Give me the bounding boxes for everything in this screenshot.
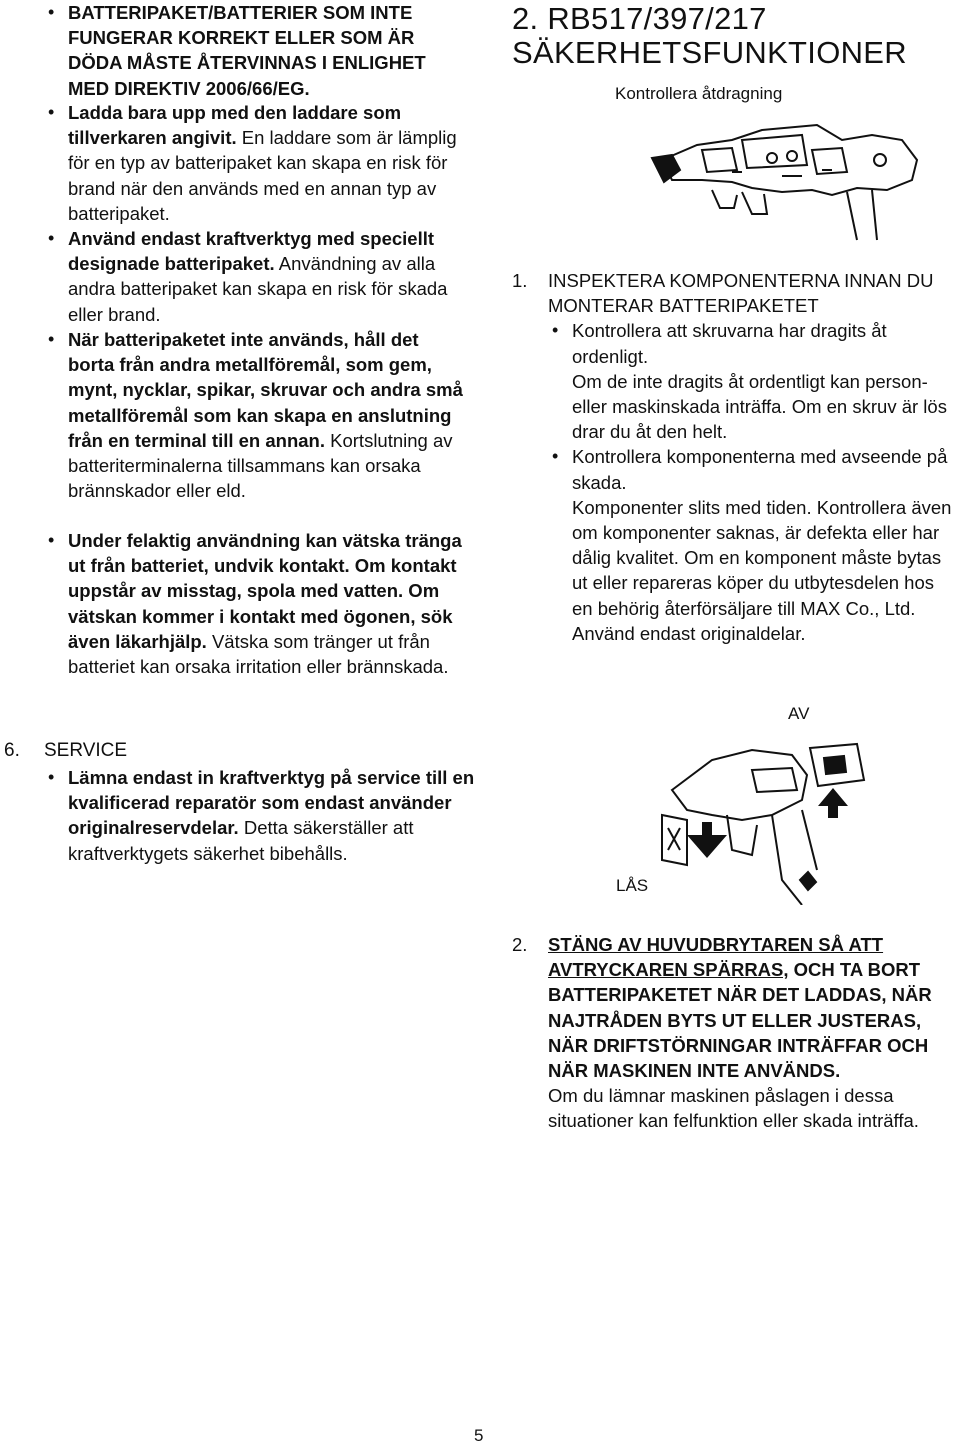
item-title-rest: OCH TA BORT BATTERIPAKETET NÄR DET LADDAS, NÄR NAJTRÅDEN BYTS UT ELLER JUSTERAS, NÄR DRIFTSTÖRNINGAR INTRÄFFAR OCH NÄR MASKINEN INTE ANVÄNDS. bbox=[548, 959, 932, 1082]
bullet-recycle bbox=[44, 0, 468, 101]
section-heading: 2. RB517/397/217 SÄKERHETSFUNKTIONER bbox=[512, 1, 907, 70]
bullet-text: • Kontrollera komponenterna med avseende på skada. bbox=[572, 446, 948, 493]
service-number: 6. bbox=[4, 740, 20, 761]
bullet-text: Komponenter slits med tiden. Kontrollera även om komponenter saknas, är defekta eller har dålig kvalitet. Om en komponent måste bytas ut eller repareras köper du utbytesdelen hos en behörig återförsäljare till MAX Co., Ltd. bbox=[572, 496, 952, 619]
service-heading: SERVICE bbox=[44, 740, 128, 761]
bullet-bold: När batteripaketet inte används, håll det borta från andra metallföremål, som gem, mynt, nycklar, spikar, skruvar och andra små metallföremål som kan skapa en anslutning från en terminal till en annan. bbox=[68, 329, 463, 451]
page-number: 5 bbox=[474, 1426, 484, 1445]
main-switch-illustration bbox=[632, 730, 872, 905]
bullet-text: Användning av alla andra batteripaket kan skapa en risk för skada eller brand. bbox=[68, 253, 448, 325]
bullet-text: En laddare som är lämplig för en typ av batteripaket kan skapa en risk för brand när den används med en annan typ av batteripaket. bbox=[68, 127, 457, 224]
bullet-bold: Under felaktig användning kan vätska tränga ut från batteriet, undvik kontakt. Om kontakt uppstår av misstag, spola med vatten. Om vätskan kommer i kontakt med ögonen, sök även läkarhjälp. bbox=[68, 530, 462, 652]
bullet-text: Detta säkerställer att kraftverktygets säkerhet bibehålls. bbox=[68, 817, 414, 864]
bullet-components bbox=[548, 444, 954, 646]
item-title bbox=[548, 932, 952, 1083]
bullet-screws bbox=[548, 318, 954, 444]
bullet-battery-packs bbox=[44, 226, 468, 327]
service-bullet bbox=[44, 765, 480, 866]
item-title-underlined: STÄNG AV HUVUDBRYTAREN SÅ ATT AVTRYCKAREN SPÄRRAS, bbox=[548, 934, 884, 981]
bullet-bold: BATTERIPAKET/BATTERIER SOM INTE FUNGERAR KORREKT ELLER SOM ÄR DÖDA MÅSTE ÅTERVINNAS I ENLIGHET MED DIREKTIV 2006/66/EG. bbox=[68, 2, 426, 99]
item-number: 1. bbox=[512, 270, 528, 291]
bullet-text: • Kontrollera att skruvarna har dragits åt ordenligt. bbox=[572, 320, 887, 367]
item-number: 2. bbox=[512, 934, 528, 955]
label-av: AV bbox=[788, 704, 810, 723]
bullet-charger bbox=[44, 100, 468, 226]
label-las: LÅS bbox=[616, 876, 649, 895]
tool-tightening-illustration bbox=[642, 110, 942, 245]
bullet-bold: Använd endast kraftverktyg med speciellt designade batteripaket. bbox=[68, 228, 435, 275]
bullet-bold: Lämna endast in kraftverktyg på service till en kvalificerad reparatör som endast använder originalreservdelar. bbox=[68, 767, 475, 839]
bullet-liquid bbox=[44, 528, 468, 679]
bullet-metal-objects bbox=[44, 327, 468, 503]
bullet-text: Vätska som tränger ut från batteriet kan orsaka irritation eller brännskada. bbox=[68, 630, 449, 678]
item-title: INSPEKTERA KOMPONENTERNA INNAN DU MONTERAR BATTERIPAKETET bbox=[548, 270, 934, 317]
bullet-text: Kortslutning av batteriterminalerna tillsammans kan orsaka brännskador eller eld. bbox=[68, 429, 453, 502]
bullet-text: Använd endast originaldelar. bbox=[572, 622, 806, 644]
bullet-text: Om de inte dragits åt ordentligt kan person- eller maskinskada inträffa. Om en skruv är lös drar du åt den helt. bbox=[572, 370, 947, 443]
item-body: Om du lämnar maskinen påslagen i dessa situationer kan felfunktion eller skada inträffa. bbox=[548, 1085, 919, 1132]
figure-caption: Kontrollera åtdragning bbox=[615, 84, 783, 103]
bullet-bold: Ladda bara upp med den laddare som tillverkaren angivit. bbox=[68, 102, 402, 149]
